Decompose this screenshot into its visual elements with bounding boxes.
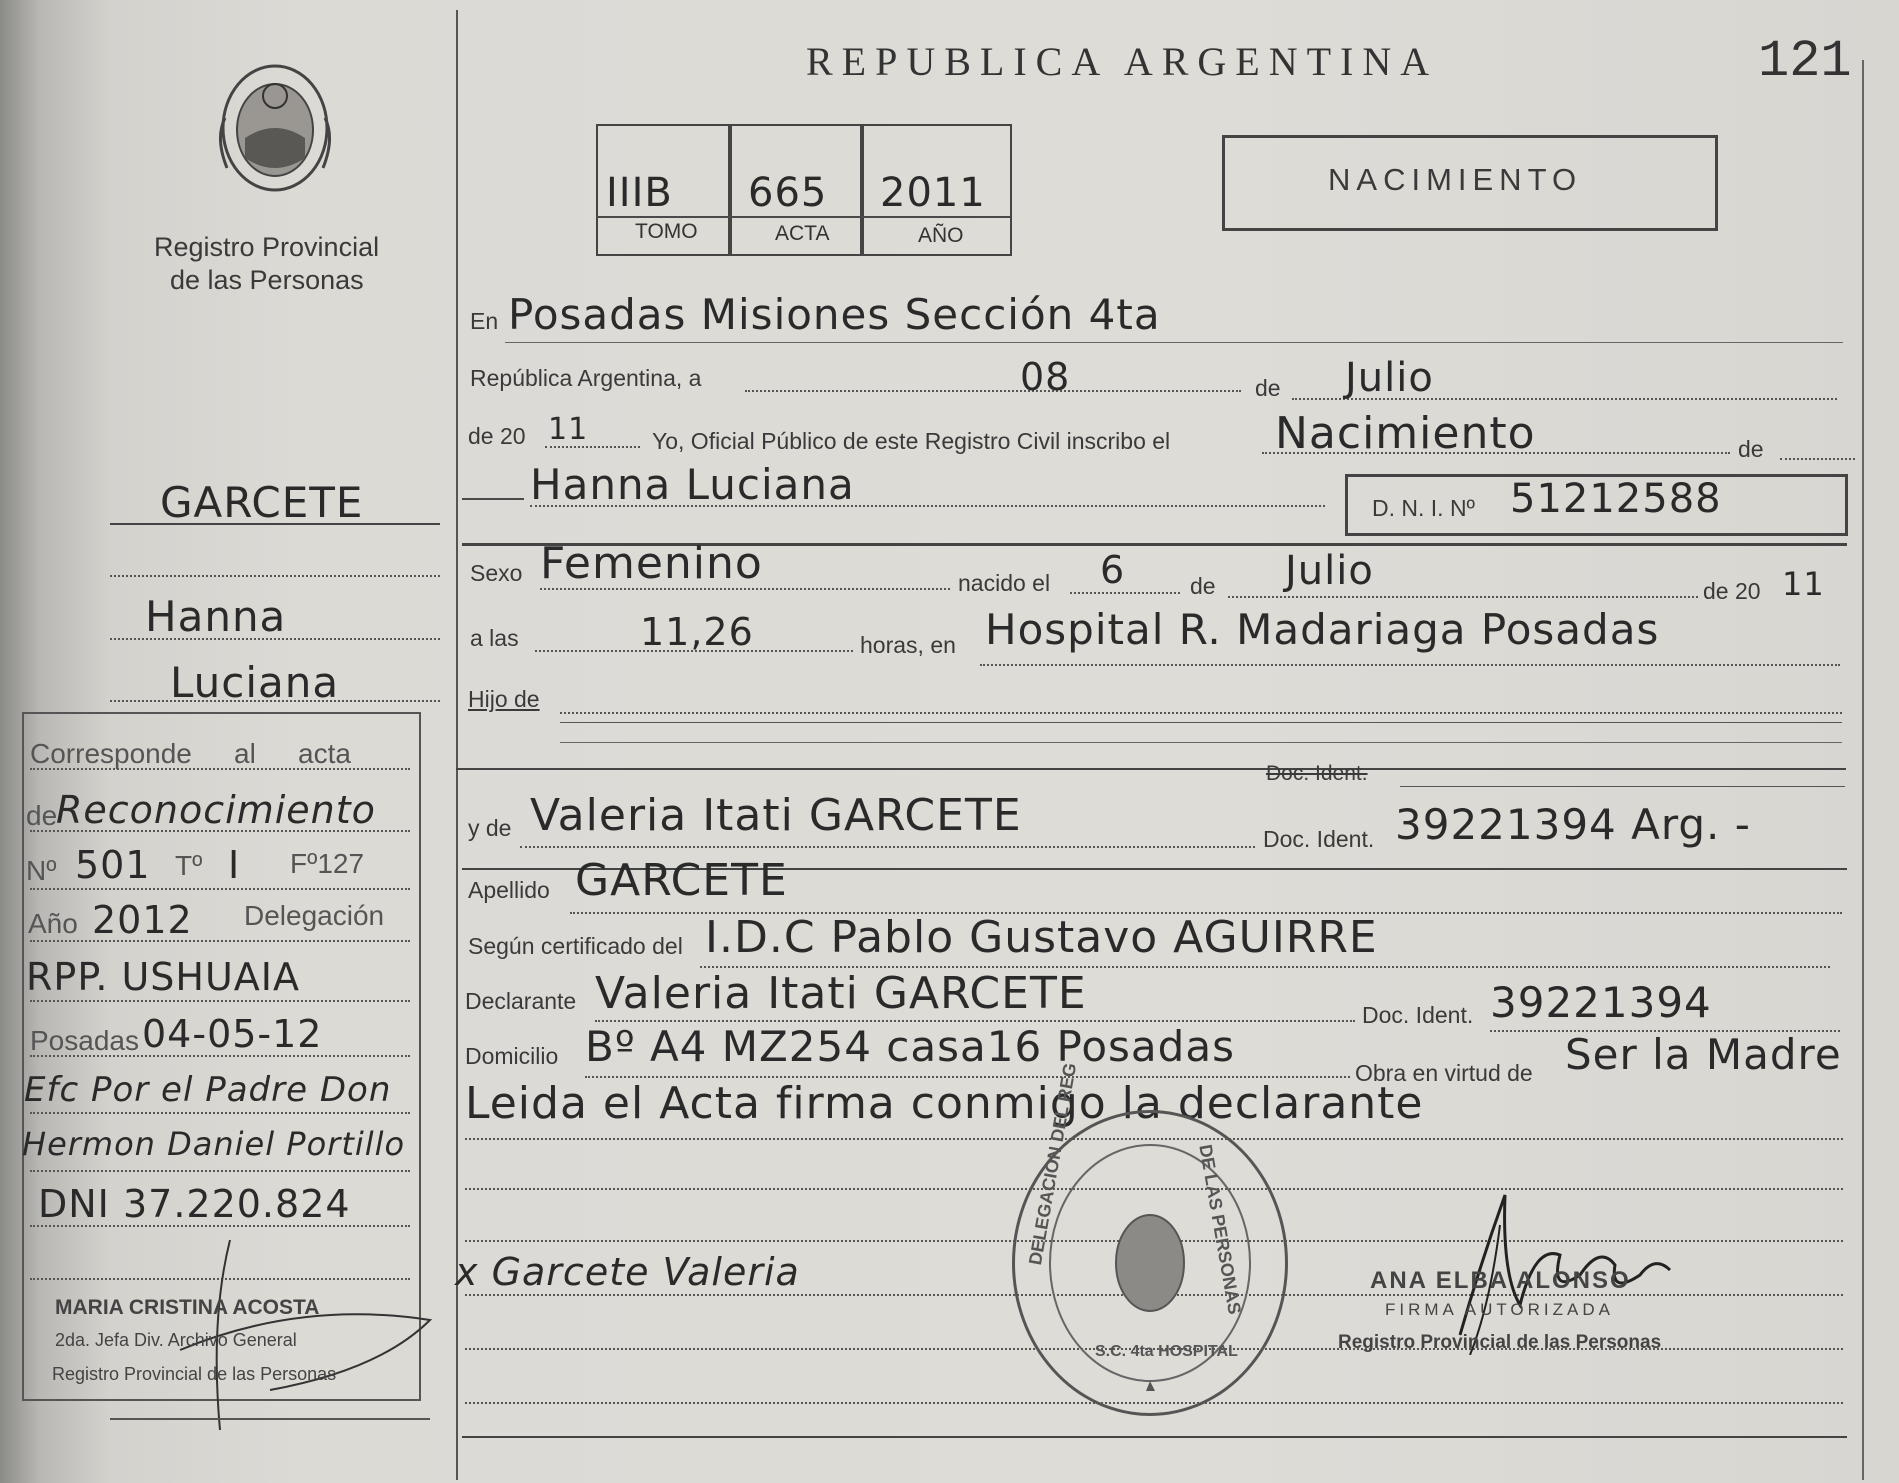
margin-dots-2 (110, 638, 440, 640)
note-acta: acta (298, 738, 351, 769)
official-name: ANA ELBA ALONSO (1370, 1267, 1631, 1294)
names-dash (462, 498, 524, 500)
note-tomo-label: Tº (175, 850, 203, 881)
archive-stamp-registry: Registro Provincial de las Personas (52, 1364, 337, 1384)
margin-surname: GARCETE (160, 478, 364, 527)
segun-label: Según certificado del (468, 933, 683, 959)
hijo-strike-line (560, 722, 1842, 723)
dni-value: 51212588 (1510, 476, 1722, 522)
de-label-2: de (1190, 573, 1216, 599)
archive-stamp-name: MARIA CRISTINA ACOSTA (55, 1296, 320, 1319)
note-date-value: 04-05-12 (142, 1012, 323, 1056)
note-dots-9 (30, 1225, 410, 1227)
delegation-seal (1012, 1061, 1288, 1416)
domicilio-label: Domicilio (465, 1043, 559, 1069)
note-posadas-label: Posadas (30, 1025, 139, 1056)
birth-month: Julio (1285, 548, 1374, 594)
yo-label: Yo, Oficial Público de este Registro Civil inscribo el (652, 428, 1171, 454)
year-value: 11 (548, 412, 589, 447)
child-names: Hanna Luciana (530, 460, 855, 509)
dni-label: D. N. I. Nº (1372, 495, 1475, 521)
names-dots (530, 505, 1325, 507)
declarant-signature: x Garcete Valeria (455, 1250, 800, 1294)
hijo-line2 (560, 742, 1842, 743)
record-box-divider (596, 216, 1010, 218)
note-father-line: Efc Por el Padre Don (24, 1070, 392, 1110)
note-dots-6 (30, 1055, 410, 1057)
registry-name-line2: de las Personas (170, 265, 364, 295)
note-dots-8 (30, 1170, 410, 1172)
note-reconocimiento: Reconocimiento (56, 788, 376, 832)
seal-text-inner: S.C. 4ta HOSPITAL (1095, 1343, 1238, 1360)
hijo-strike (456, 768, 1846, 770)
birth-year: 11 (1782, 565, 1825, 603)
margin-dots-3 (110, 700, 440, 702)
note-father-name: Hermon Daniel Portillo (22, 1125, 406, 1163)
sexo-label: Sexo (470, 560, 523, 586)
de-end-dots (1780, 458, 1855, 460)
archive-stamp-title: 2da. Jefa Div. Archivo General (55, 1330, 297, 1350)
margin-bottom-line (110, 1418, 430, 1420)
obra-label: Obra en virtud de (1355, 1060, 1533, 1086)
note-dots-1 (30, 768, 410, 770)
domicilio-value: Bº A4 MZ254 casa16 Posadas (585, 1022, 1235, 1071)
margin-middle-name: Luciana (170, 658, 340, 707)
mother-dots (520, 846, 1255, 848)
date-dots (745, 390, 1241, 392)
republica-label: República Argentina, a (470, 365, 702, 391)
declarante-doc: 39221394 (1490, 978, 1712, 1027)
birth-day-dots (1070, 592, 1180, 594)
hijo-dots (560, 712, 1842, 714)
anio-label: AÑO (918, 224, 964, 247)
en-underline (505, 342, 1843, 343)
seal-text-left: DELEGACION DEL REG (1025, 1061, 1081, 1267)
year-dots (545, 446, 640, 448)
note-father-dni: DNI 37.220.824 (38, 1182, 351, 1226)
y-de-label: y de (468, 815, 512, 841)
doc-ident-label: Doc. Ident. (1263, 826, 1375, 852)
note-corresponde: Corresponde (30, 738, 192, 769)
doc-ident-struck: Doc. Ident. (1266, 762, 1368, 785)
hijo-label: Hijo de (468, 686, 540, 712)
margin-surname-line (110, 523, 440, 525)
note-tomo-value: I (228, 843, 241, 887)
en-label: En (470, 308, 499, 334)
year-prefix-label: de 20 (468, 423, 526, 449)
acta-label: ACTA (775, 222, 830, 245)
month-value: Julio (1345, 355, 1434, 401)
doc-type: NACIMIENTO (1328, 162, 1583, 197)
tomo-value: IIIB (606, 170, 673, 216)
official-registry: Registro Provincial de las Personas (1338, 1332, 1662, 1353)
declarante-value: Valeria Itati GARCETE (595, 968, 1087, 1019)
place-dots (980, 664, 1840, 666)
note-number: 501 (75, 843, 151, 887)
doc-ident-label-2: Doc. Ident. (1362, 1002, 1474, 1028)
birth-day: 6 (1100, 548, 1126, 592)
note-anio-value: 2012 (92, 898, 193, 942)
seal-text-right: DE LAS PERSONAS (1195, 1143, 1245, 1316)
mother-doc: 39221394 Arg. - (1395, 800, 1751, 849)
bottom-line (462, 1436, 1847, 1438)
birth-month-dots (1228, 596, 1698, 598)
birth-year-label: de 20 (1703, 578, 1761, 604)
apellido-value: GARCETE (575, 855, 788, 906)
tomo-label: TOMO (635, 220, 698, 243)
declarante-label: Declarante (465, 988, 577, 1014)
page-number: 121 (1758, 32, 1852, 91)
a-las-label: a las (470, 625, 519, 651)
anio-value: 2011 (880, 170, 986, 216)
note-dots-4 (30, 940, 410, 942)
hour-value: 11,26 (640, 610, 754, 654)
en-value: Posadas Misiones Sección 4ta (508, 290, 1161, 339)
official-title: FIRMA AUTORIZADA (1385, 1300, 1614, 1319)
inscribe-value: Nacimiento (1275, 408, 1536, 459)
obra-value: Ser la Madre (1565, 1030, 1842, 1079)
margin-first-name: Hanna (145, 592, 287, 641)
sexo-dots (540, 588, 950, 590)
day-value: 08 (1020, 355, 1071, 399)
margin-dots-1 (110, 575, 440, 577)
document-title: REPUBLICA ARGENTINA (806, 39, 1439, 84)
note-delegation-value: RPP. USHUAIA (26, 955, 300, 999)
note-dots-7 (30, 1112, 410, 1114)
sexo-value: Femenino (540, 538, 763, 589)
leida-value: Leida el Acta firma conmigo la declarante (465, 1078, 1424, 1129)
note-dots-5 (30, 1000, 410, 1002)
nacido-label: nacido el (958, 570, 1051, 596)
de-end-label: de (1738, 436, 1764, 462)
de-label: de (1255, 375, 1281, 401)
horas-label: horas, en (860, 632, 956, 658)
note-n-label: Nº (26, 855, 57, 886)
note-anio-label: Año (28, 908, 78, 939)
note-folio: Fº127 (290, 848, 365, 879)
note-dots-3 (30, 888, 410, 890)
provincial-crest-icon (205, 58, 345, 198)
note-delegacion-label: Delegación (244, 900, 385, 931)
place-value: Hospital R. Madariaga Posadas (985, 605, 1660, 654)
note-dots-2 (30, 830, 410, 832)
segun-value: I.D.C Pablo Gustavo AGUIRRE (705, 912, 1378, 963)
note-de-label: de (26, 800, 58, 831)
apellido-label: Apellido (468, 877, 550, 903)
acta-value: 665 (748, 170, 828, 216)
doc-ident-line (1400, 786, 1845, 787)
mother-value: Valeria Itati GARCETE (530, 790, 1022, 841)
note-al: al (234, 738, 256, 769)
right-edge-line (1862, 60, 1864, 1480)
registry-name-line1: Registro Provincial (154, 232, 380, 262)
